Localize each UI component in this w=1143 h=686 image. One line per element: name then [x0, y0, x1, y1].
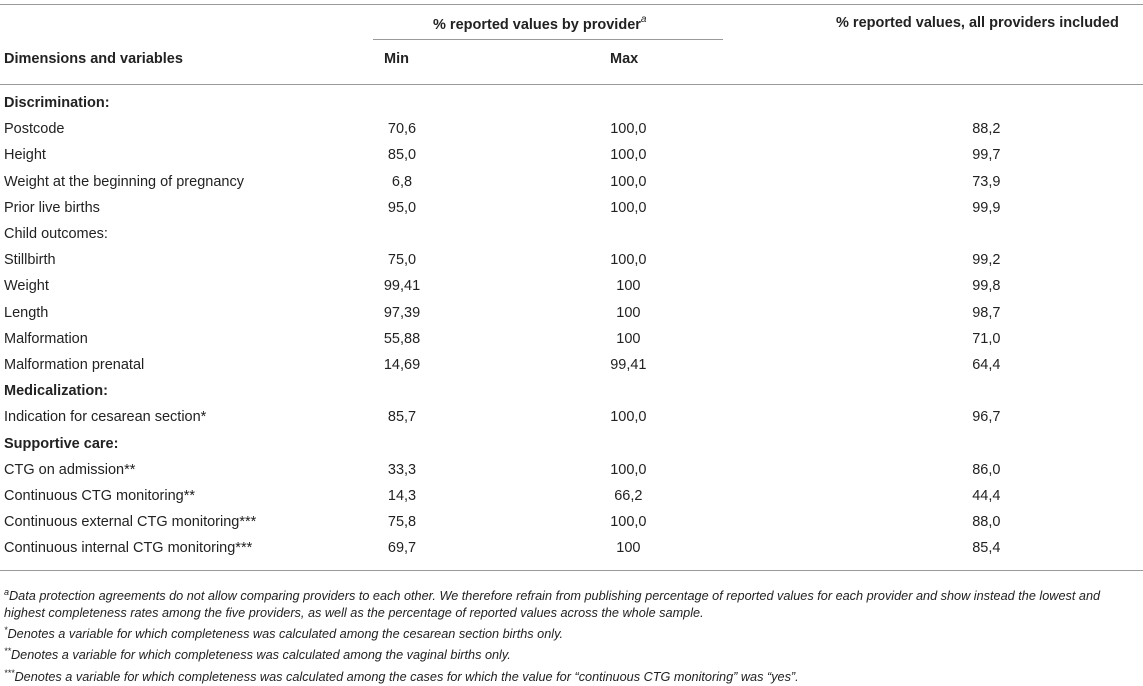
- max-cell: 100: [616, 278, 641, 295]
- max-cell: [427, 221, 830, 247]
- table-row: [0, 273, 1143, 299]
- table-row: [0, 509, 1143, 535]
- min-cell: 95,0: [387, 199, 417, 216]
- provider-group-rule: [373, 39, 723, 40]
- all-providers-cell: [830, 90, 1143, 116]
- max-cell: 100,0: [610, 147, 647, 164]
- max-cell: [427, 430, 830, 456]
- table-row: [0, 326, 1143, 352]
- max-cell: [427, 378, 830, 404]
- max-cell: 100,0: [610, 461, 647, 478]
- table-row: [0, 457, 1143, 483]
- provider-group-header: % reported values by provider$^a$: [433, 14, 647, 33]
- row-label: Continuous internal CTG monitoring***: [4, 540, 253, 557]
- row-label: Continuous external CTG monitoring***: [4, 514, 257, 531]
- all-providers-cell: 99,2: [972, 252, 1001, 269]
- footnote-star1: *Denotes a variable for which completeness was calculated among the cesarean section births only.: [4, 625, 564, 642]
- all-providers-cell: 88,2: [972, 121, 1001, 138]
- table-row: [0, 169, 1143, 195]
- min-cell: [377, 430, 427, 456]
- table-row: [0, 247, 1143, 273]
- all-providers-cell: 99,9: [972, 199, 1001, 216]
- min-cell: 14,69: [383, 356, 421, 373]
- all-providers-cell: 73,9: [972, 173, 1001, 190]
- max-cell: 100,0: [610, 199, 647, 216]
- max-cell: 100,0: [610, 252, 647, 269]
- min-header: Min: [384, 51, 409, 67]
- data-table: [0, 90, 1143, 561]
- row-label: Stillbirth: [4, 252, 56, 269]
- all-providers-cell: [830, 221, 1143, 247]
- all-providers-cell: 99,8: [972, 278, 1001, 295]
- table-row: [0, 142, 1143, 168]
- table-row: [0, 116, 1143, 142]
- min-cell: 55,88: [383, 330, 421, 347]
- table-row: [0, 195, 1143, 221]
- table-row: [0, 352, 1143, 378]
- row-label: Height: [4, 147, 46, 164]
- min-cell: 85,0: [387, 147, 417, 164]
- row-label: Supportive care:: [4, 435, 119, 452]
- all-providers-cell: 44,4: [972, 487, 1001, 504]
- all-providers-cell: 86,0: [972, 461, 1001, 478]
- all-providers-cell: 96,7: [972, 409, 1001, 426]
- row-label: Weight at the beginning of pregnancy: [4, 173, 244, 190]
- row-label: CTG on admission**: [4, 461, 136, 478]
- min-cell: [377, 378, 427, 404]
- table-row: [0, 300, 1143, 326]
- min-cell: 75,8: [387, 514, 417, 531]
- min-cell: [377, 221, 427, 247]
- max-cell: 100,0: [610, 514, 647, 531]
- max-cell: [427, 90, 830, 116]
- row-label: Postcode: [4, 121, 65, 138]
- all-providers-cell: 64,4: [972, 356, 1001, 373]
- max-cell: 99,41: [610, 356, 647, 373]
- table-row: [0, 221, 1143, 247]
- min-cell: 6,8: [391, 173, 413, 190]
- row-label: Continuous CTG monitoring**: [4, 487, 196, 504]
- min-cell: 97,39: [383, 304, 421, 321]
- max-cell: 100: [616, 540, 641, 557]
- min-cell: 14,3: [387, 487, 417, 504]
- dimensions-header: Dimensions and variables: [4, 51, 183, 67]
- row-label: Medicalization:: [4, 383, 108, 400]
- table-body: [0, 90, 1143, 561]
- max-cell: 100,0: [610, 173, 647, 190]
- top-rule: [0, 4, 1143, 5]
- row-label: Indication for cesarean section*: [4, 409, 207, 426]
- all-providers-cell: 85,4: [972, 540, 1001, 557]
- all-providers-cell: [830, 430, 1143, 456]
- min-cell: 70,6: [387, 121, 417, 138]
- min-cell: 85,7: [387, 409, 417, 426]
- max-cell: 100: [616, 304, 641, 321]
- all-providers-header: % reported values, all providers included: [836, 15, 1119, 31]
- min-cell: 99,41: [383, 278, 421, 295]
- footnotes: [4, 584, 1140, 686]
- row-label: Child outcomes:: [4, 226, 108, 243]
- row-label: Prior live births: [4, 199, 100, 216]
- row-label: Malformation prenatal: [4, 356, 145, 373]
- table-row: [0, 535, 1143, 561]
- all-providers-cell: 98,7: [972, 304, 1001, 321]
- all-providers-cell: [830, 378, 1143, 404]
- table-row: [0, 483, 1143, 509]
- row-label: Weight: [4, 278, 49, 295]
- min-cell: 69,7: [387, 540, 417, 557]
- section-row: [0, 378, 1143, 404]
- row-label: Discrimination:: [4, 95, 110, 112]
- min-cell: 75,0: [387, 252, 417, 269]
- row-label: Malformation: [4, 330, 88, 347]
- footnote-a: $^a$Data protection agreements do not allow comparing providers to each other. We therefore refrain from publishing percentage of reported values for each provider and show instead the lowest and highest completeness rates among the five providers, as well as the percentage of reported values across the whole sample.: [4, 587, 1101, 621]
- bottom-rule: [0, 570, 1143, 571]
- min-cell: 33,3: [387, 461, 417, 478]
- table-row: [0, 404, 1143, 430]
- all-providers-cell: 71,0: [972, 330, 1001, 347]
- min-cell: [377, 90, 427, 116]
- row-label: Length: [4, 304, 49, 321]
- max-cell: 100,0: [610, 121, 647, 138]
- header-rule: [0, 84, 1143, 85]
- all-providers-cell: 99,7: [972, 147, 1001, 164]
- max-header: Max: [610, 51, 639, 67]
- max-cell: 100: [616, 330, 641, 347]
- section-row: [0, 90, 1143, 116]
- section-row: [0, 430, 1143, 456]
- footnote-star2: **Denotes a variable for which completeness was calculated among the vaginal births only.: [4, 646, 511, 663]
- footnote-star3: ***Denotes a variable for which completeness was calculated among the cases for which the value for “continuous CTG monitoring” was “yes”.: [4, 667, 799, 684]
- all-providers-cell: 88,0: [972, 514, 1001, 531]
- max-cell: 100,0: [610, 409, 647, 426]
- max-cell: 66,2: [614, 487, 643, 504]
